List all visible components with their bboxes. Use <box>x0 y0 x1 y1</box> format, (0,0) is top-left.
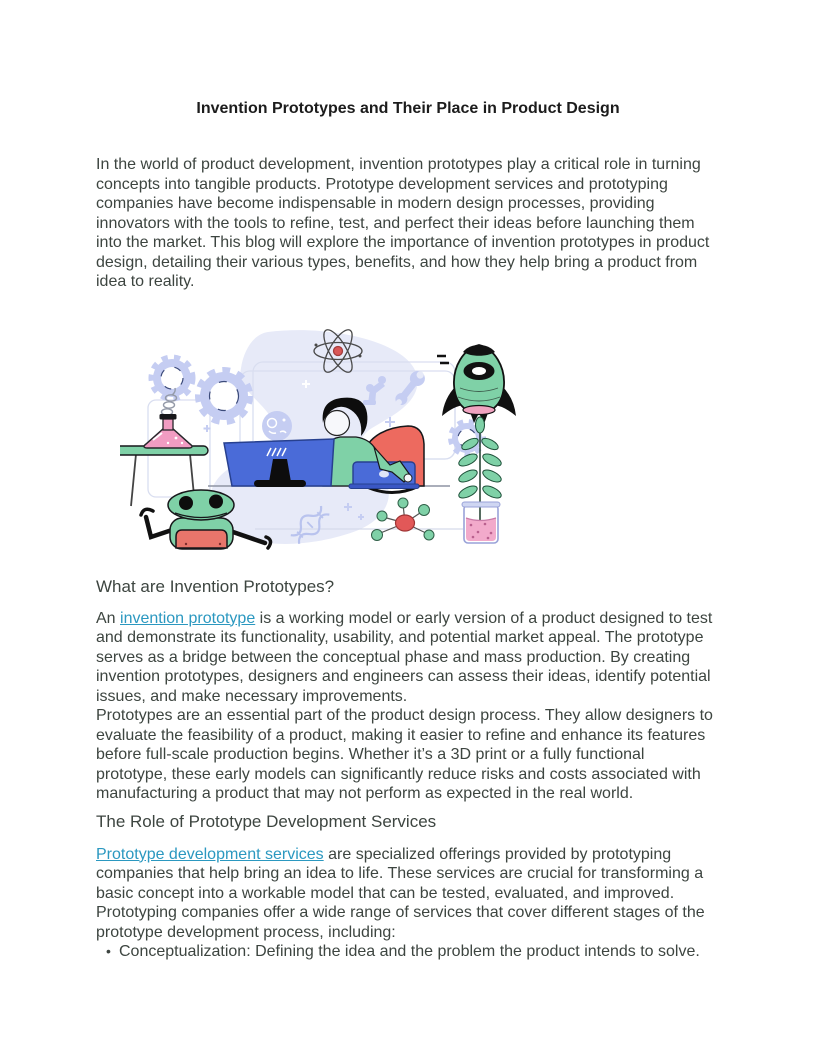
bullet-glyph: • <box>106 943 111 959</box>
bullet-text: Conceptualization: Defining the idea and the problem the product intends to solve. <box>119 943 700 960</box>
paragraph-invention-prototype <box>96 609 720 707</box>
cell-icon <box>262 411 292 441</box>
lab-station <box>120 388 208 506</box>
page-title: Invention Prototypes and Their Place in Product Design <box>196 100 620 117</box>
hand <box>404 474 412 482</box>
paragraph-prototypes-essential: Prototypes are an essential part of the product design process. They allow designers to evaluate the feasibility of a product, making it easier to refine and enhance its features before full-scale production begins. Whether it’s a 3D print or a fully functional prototype, these early models can significantly reduce risks and costs associated with manufacturing a product that may not perform as expected in the real world. <box>96 707 713 802</box>
gear-icon-left <box>152 358 192 398</box>
rocket-icon <box>437 345 516 424</box>
section-what-are-invention-prototypes <box>96 577 720 804</box>
gear-icon-left-2 <box>199 371 249 421</box>
computer-monitor-icon <box>224 439 334 487</box>
section-heading-what-are-invention-prototypes: What are Invention Prototypes? <box>96 576 335 596</box>
flask-icon <box>144 414 192 448</box>
link-invention-prototype[interactable]: invention prototype <box>120 609 256 627</box>
paragraph-text: An <box>96 609 121 627</box>
paragraph-prototype-development-services <box>96 845 720 943</box>
intro-paragraph: In the world of product development, invention prototypes play a critical role in turning concepts into tangible products. Prototype development services and prototyping companies have become indispensable in modern design processes, providing innovators with the tools to refine, test, and perfect their ideas before launching them into the market. This blog will explore the importance of invention prototypes in product design, detailing their various types, benefits, and how they help bring a product from idea to reality. <box>96 156 710 290</box>
face <box>325 410 350 435</box>
hero-illustration <box>120 326 520 559</box>
link-prototype-development-services[interactable]: Prototype development services <box>96 845 324 863</box>
paragraph-text: are specialized offerings provided by prototyping companies that help bring an idea to life. These services are crucial for transforming a basic concept into a workable model that can be tested, evaluated, and improved. Prototyping companies offer a wide range of services that cover different stages of the prototype development process, including: <box>96 845 705 941</box>
hero-figure <box>120 326 520 559</box>
bullet-item-conceptualization <box>96 942 720 962</box>
section-heading-role-of-services: The Role of Prototype Development Services <box>96 811 437 831</box>
section-role-of-prototype-development-services <box>96 812 720 962</box>
paragraph-text: is a working model or early version of a product designed to test and demonstrate its functionality, usability, and potential market appeal. The prototype serves as a bridge between the conceptual phase and mass production. By creating invention prototypes, designers and engineers can assess their ideas, identify potential issues, and make necessary improvements. <box>96 609 713 705</box>
